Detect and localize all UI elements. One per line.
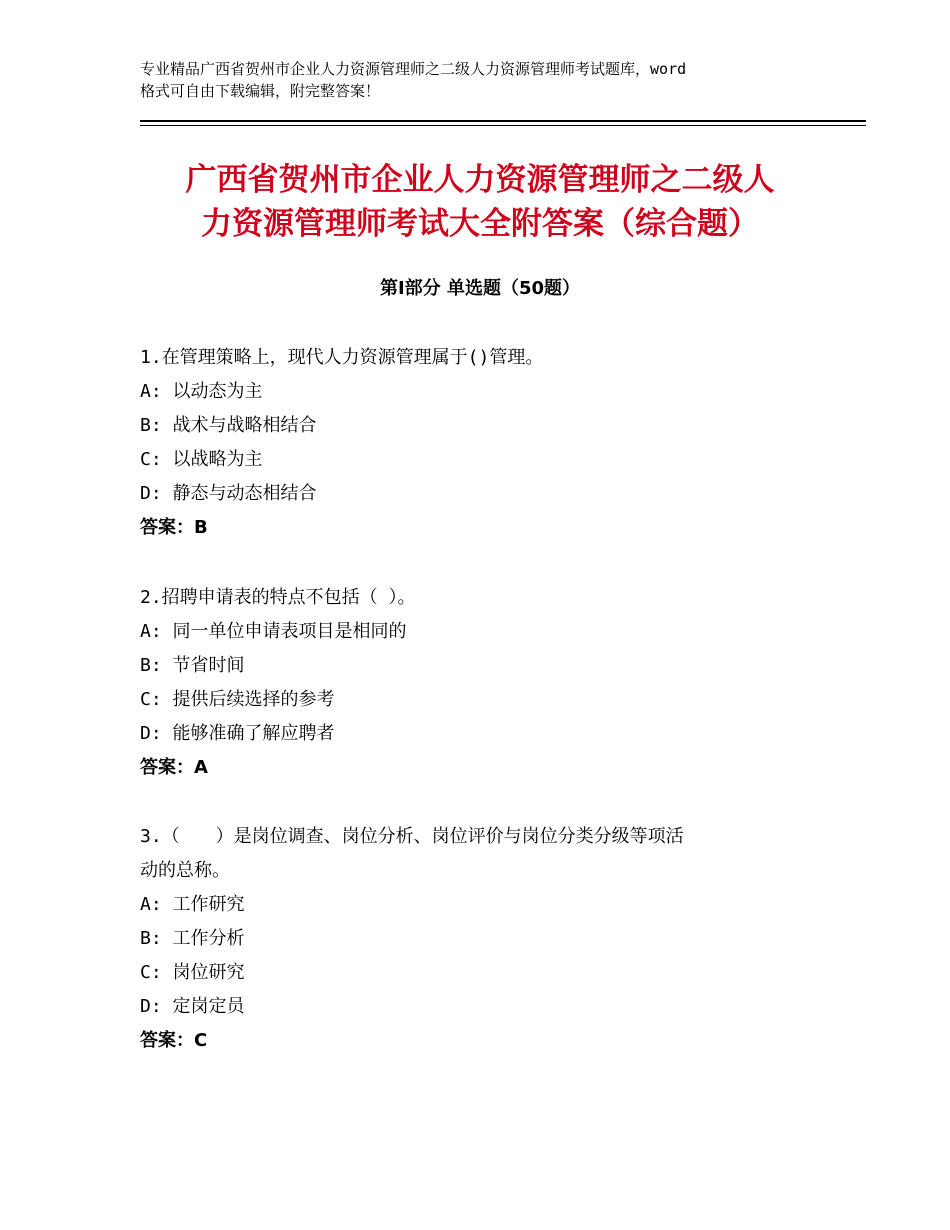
header-note-line-1: 专业精品广西省贺州市企业人力资源管理师之二级人力资源管理师考试题库，word — [140, 60, 687, 78]
answer-label: 答案：A — [140, 757, 208, 778]
question-stem: 2.招聘申请表的特点不包括（ ）。 — [140, 587, 416, 608]
question-3 — [140, 820, 820, 1058]
question-1 — [140, 341, 820, 545]
header-divider-thin — [140, 125, 866, 126]
option-b: B: 战术与战略相结合 — [140, 415, 317, 436]
header-divider-thick — [140, 120, 866, 122]
section-title: 第Ⅰ部分 单选题（50题） — [379, 278, 580, 299]
document-title-line-1: 广西省贺州市企业人力资源管理师之二级人 — [185, 162, 775, 198]
option-d: D: 定岗定员 — [140, 996, 245, 1017]
answer-label: 答案：B — [140, 517, 208, 538]
option-c: C: 以战略为主 — [140, 449, 263, 470]
option-c: C: 提供后续选择的参考 — [140, 689, 335, 710]
question-stem-line-2: 动的总称。 — [140, 860, 230, 881]
document-title — [140, 158, 820, 246]
option-b: B: 工作分析 — [140, 928, 245, 949]
option-a: A: 工作研究 — [140, 894, 245, 915]
question-stem-line-1: 3.（ ）是岗位调查、岗位分析、岗位评价与岗位分类分级等项活 — [140, 826, 684, 847]
answer-label: 答案：C — [140, 1030, 208, 1051]
document-title-line-2: 力资源管理师考试大全附答案（综合题） — [201, 206, 759, 242]
option-d: D: 能够准确了解应聘者 — [140, 723, 335, 744]
header-note-line-2: 格式可自由下载编辑，附完整答案！ — [140, 82, 381, 100]
question-2 — [140, 581, 820, 785]
option-a: A: 同一单位申请表项目是相同的 — [140, 621, 407, 642]
question-stem: 1.在管理策略上，现代人力资源管理属于()管理。 — [140, 347, 544, 368]
header-note — [140, 58, 840, 102]
option-d: D: 静态与动态相结合 — [140, 483, 317, 504]
option-b: B: 节省时间 — [140, 655, 245, 676]
option-a: A: 以动态为主 — [140, 381, 263, 402]
option-c: C: 岗位研究 — [140, 962, 245, 983]
